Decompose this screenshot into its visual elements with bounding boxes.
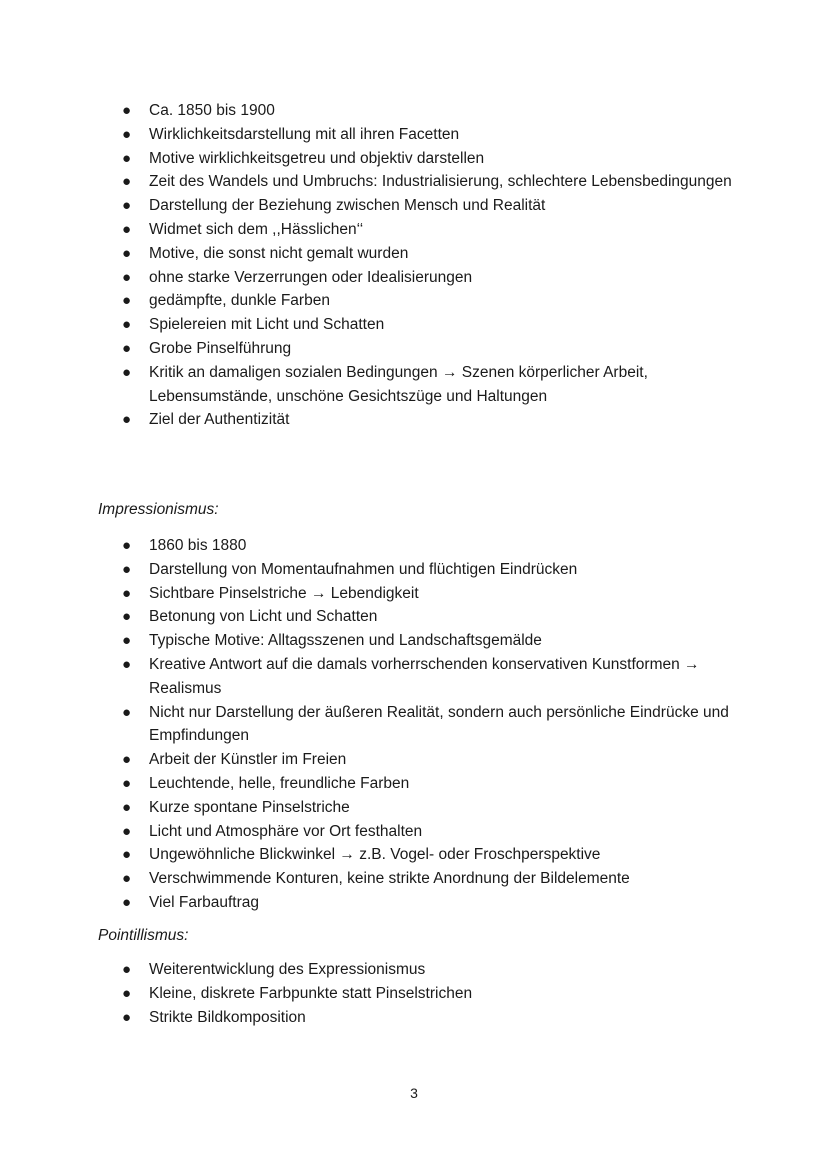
list-item (98, 796, 738, 820)
list-item-text: Kleine, diskrete Farbpunkte statt Pinselstrichen (149, 984, 473, 1002)
list-item (98, 891, 738, 915)
bullet-icon: ● (122, 608, 132, 626)
bullet-icon: ● (122, 363, 132, 381)
list-item-text: Strikte Bildkomposition (149, 1008, 306, 1026)
bullet-icon: ● (122, 149, 132, 167)
list-item-text: Darstellung von Momentaufnahmen und flüchtigen Eindrücken (149, 560, 578, 578)
list-item (98, 958, 738, 982)
section-heading-pointillismus: Pointillismus: (98, 927, 189, 944)
page-number: 3 (410, 1085, 418, 1101)
bullet-icon: ● (122, 537, 132, 554)
list-item-text: Kritik an damaligen sozialen Bedingungen → Szenen körperlicher Arbeit, Lebensumstände, unschöne Gesichtszüge und Haltungen (149, 363, 648, 405)
list-item (98, 361, 738, 409)
bullet-icon: ● (122, 584, 132, 602)
list-item-text: 1860 bis 1880 (149, 537, 247, 554)
list-item-text: Kurze spontane Pinselstriche (149, 798, 350, 816)
bullet-icon: ● (122, 703, 132, 721)
bullet-icon: ● (122, 846, 132, 864)
bullet-icon: ● (122, 125, 132, 143)
list-item-text: Spielereien mit Licht und Schatten (149, 316, 385, 334)
list-item-text: Verschwimmende Konturen, keine strikte Anordnung der Bildelemente (149, 870, 630, 888)
list-item (98, 266, 738, 290)
list-item-text: Viel Farbauftrag (149, 893, 259, 911)
list-item-text: Widmet sich dem ,,Hässlichen‘‘ (149, 220, 364, 238)
list-item (98, 123, 738, 147)
list-item (98, 982, 738, 1006)
bullet-icon: ● (122, 411, 132, 429)
list-item-text: Ziel der Authentizität (149, 411, 290, 429)
list-item-text: Darstellung der Beziehung zwischen Mensch und Realität (149, 197, 546, 215)
bullet-icon: ● (122, 798, 132, 816)
list-item (98, 1006, 738, 1030)
list-item (98, 558, 738, 582)
list-item-text: gedämpfte, dunkle Farben (149, 292, 330, 310)
list-item (98, 843, 738, 867)
list-item (98, 867, 738, 891)
bullet-icon: ● (122, 197, 132, 215)
list-item (98, 147, 738, 171)
bullet-icon: ● (122, 292, 132, 310)
list-item (98, 629, 738, 653)
list-item (98, 534, 738, 558)
list-item (98, 582, 738, 606)
bullet-icon: ● (122, 102, 132, 119)
list-item (98, 218, 738, 242)
list-item-text: Typische Motive: Alltagsszenen und Landschaftsgemälde (149, 632, 542, 650)
realismus-bullet-list (98, 99, 738, 432)
list-item (98, 242, 738, 266)
bullet-icon: ● (122, 822, 132, 840)
list-item-text: Nicht nur Darstellung der äußeren Realität, sondern auch persönliche Eindrücke und Empfindungen (149, 703, 729, 745)
list-item-text: Licht und Atmosphäre vor Ort festhalten (149, 822, 423, 840)
list-item-text: Kreative Antwort auf die damals vorherrschenden konservativen Kunstformen → Realismus (149, 655, 700, 697)
bullet-icon: ● (122, 220, 132, 238)
list-item (98, 408, 738, 432)
list-item (98, 653, 738, 701)
list-item-text: Leuchtende, helle, freundliche Farben (149, 774, 410, 792)
bullet-icon: ● (122, 1008, 132, 1026)
bullet-icon: ● (122, 173, 132, 191)
list-item (98, 701, 738, 749)
list-item (98, 289, 738, 313)
bullet-icon: ● (122, 339, 132, 357)
list-item-text: Motive wirklichkeitsgetreu und objektiv darstellen (149, 149, 485, 167)
list-item-text: Weiterentwicklung des Expressionismus (149, 961, 426, 978)
list-item (98, 313, 738, 337)
bullet-icon: ● (122, 984, 132, 1002)
impressionismus-bullet-list (98, 534, 738, 915)
bullet-icon: ● (122, 751, 132, 769)
bullet-icon: ● (122, 774, 132, 792)
bullet-icon: ● (122, 560, 132, 578)
bullet-icon: ● (122, 268, 132, 286)
list-item-text: Betonung von Licht und Schatten (149, 608, 378, 626)
bullet-icon: ● (122, 244, 132, 262)
list-item-text: ohne starke Verzerrungen oder Idealisierungen (149, 268, 473, 286)
list-item (98, 748, 738, 772)
list-item-text: Sichtbare Pinselstriche → Lebendigkeit (149, 584, 419, 602)
list-item (98, 170, 738, 194)
bullet-icon: ● (122, 655, 132, 673)
list-item (98, 772, 738, 796)
bullet-icon: ● (122, 961, 132, 978)
pointillismus-bullet-list (98, 958, 738, 1029)
list-item (98, 194, 738, 218)
list-item-text: Arbeit der Künstler im Freien (149, 751, 347, 769)
bullet-icon: ● (122, 632, 132, 650)
list-item-text: Ca. 1850 bis 1900 (149, 102, 275, 119)
bullet-icon: ● (122, 893, 132, 911)
list-item-text: Grobe Pinselführung (149, 339, 292, 357)
list-item (98, 820, 738, 844)
bullet-icon: ● (122, 316, 132, 334)
bullet-icon: ● (122, 870, 132, 888)
list-item (98, 99, 738, 123)
list-item-text: Ungewöhnliche Blickwinkel → z.B. Vogel- oder Froschperspektive (149, 846, 601, 864)
list-item-text: Motive, die sonst nicht gemalt wurden (149, 244, 409, 262)
list-item-text: Zeit des Wandels und Umbruchs: Industrialisierung, schlechtere Lebensbedingungen (149, 173, 732, 191)
list-item (98, 605, 738, 629)
list-item-text: Wirklichkeitsdarstellung mit all ihren Facetten (149, 125, 460, 143)
list-item (98, 337, 738, 361)
section-heading-impressionismus: Impressionismus: (98, 501, 219, 518)
